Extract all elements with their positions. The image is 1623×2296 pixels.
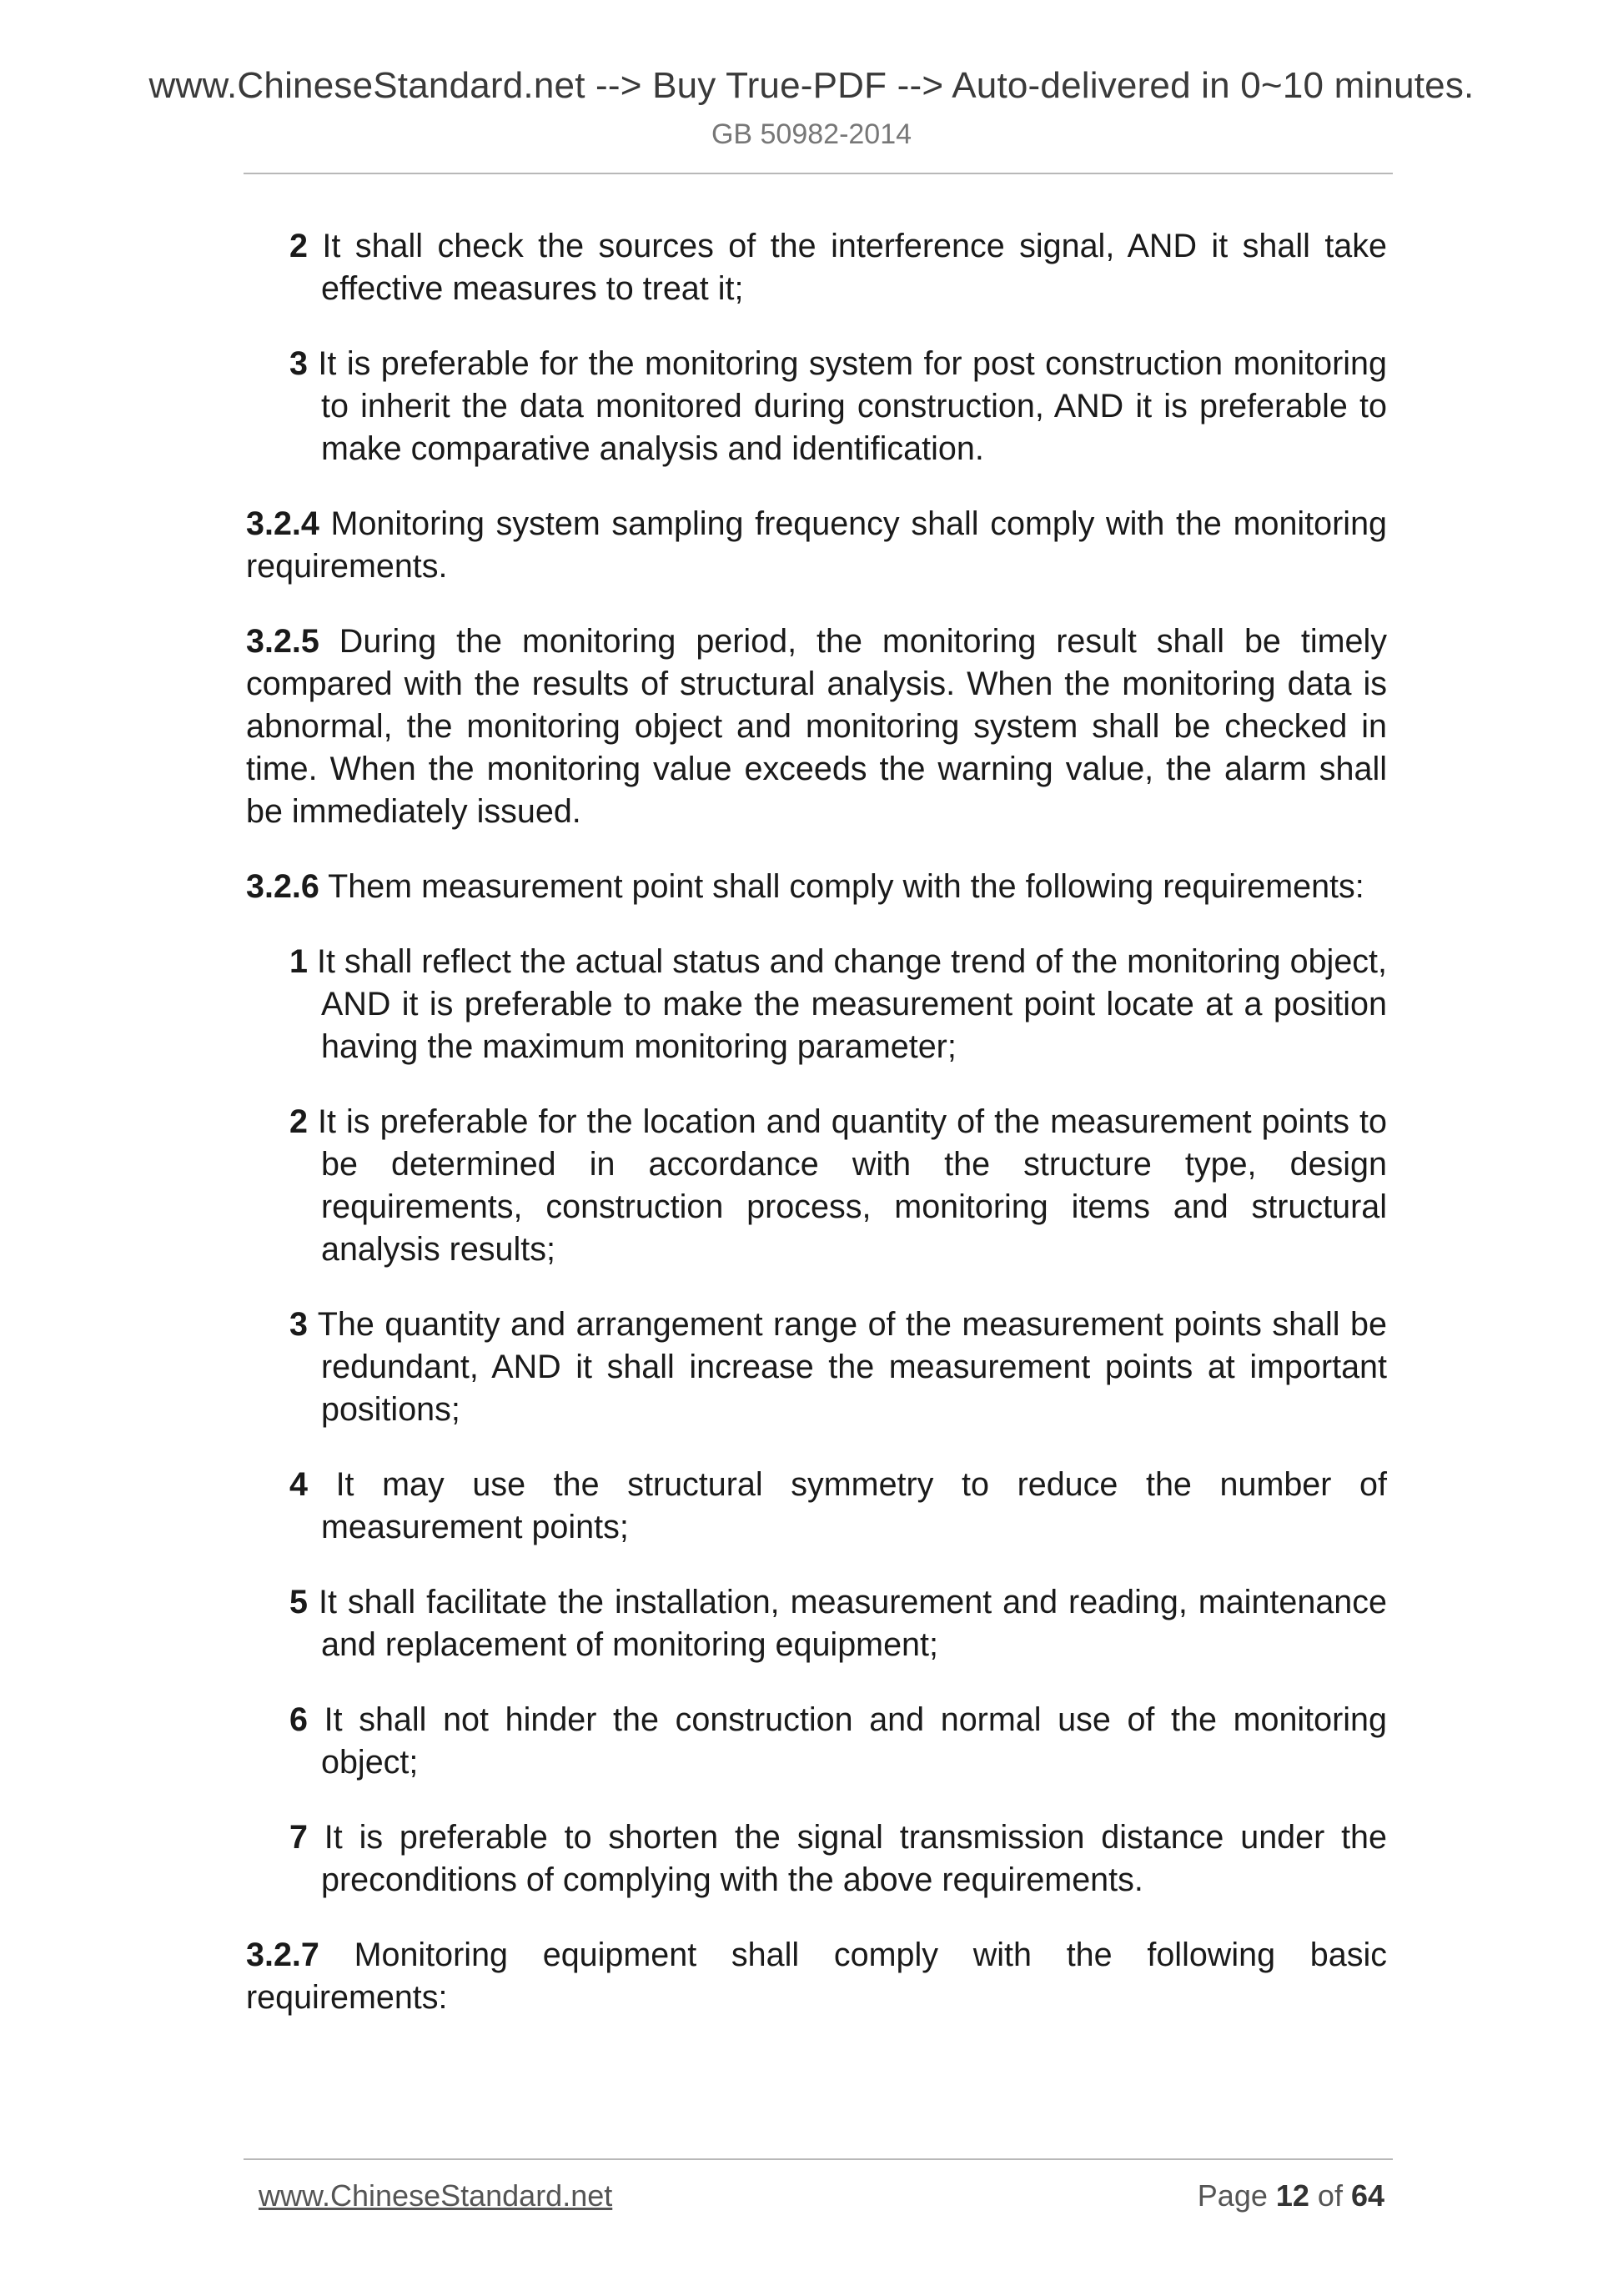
page-indicator <box>1198 2178 1384 2213</box>
footer-divider <box>244 2158 1393 2160</box>
page-body <box>246 225 1387 2052</box>
item-number: 3 <box>289 345 308 382</box>
clause-text: Them measurement point shall comply with the following requirements: <box>319 868 1364 905</box>
header-divider <box>244 173 1393 174</box>
item-number: 5 <box>289 1584 308 1620</box>
list-item <box>289 1581 1387 1666</box>
item-text: It may use the structural symmetry to reduce the number of measurement points; <box>307 1466 1387 1545</box>
item-number: 6 <box>289 1701 308 1738</box>
clause-3-2-7 <box>246 1934 1387 2019</box>
clause-text: During the monitoring period, the monitoring result shall be timely compared with the results of structural analysis. When the monitoring data is abnormal, the monitoring object and monitoring system shall be checked in time. When the monitoring value exceeds the warning value, the alarm shall be immediately issued. <box>246 623 1387 830</box>
page-number: 12 <box>1275 2178 1309 2213</box>
item-number: 3 <box>289 1306 308 1343</box>
list-item <box>289 1464 1387 1549</box>
clause-number: 3.2.7 <box>246 1937 319 1973</box>
clause-number: 3.2.4 <box>246 505 319 542</box>
list-item <box>289 225 1387 310</box>
list-item <box>289 1304 1387 1431</box>
item-text: It shall facilitate the installation, measurement and reading, maintenance and replacement of monitoring equipment; <box>307 1584 1387 1663</box>
clause-3-2-5 <box>246 620 1387 833</box>
item-number: 1 <box>289 943 308 980</box>
clause-text: Monitoring system sampling frequency shall comply with the monitoring requirements. <box>246 505 1387 585</box>
item-number: 2 <box>289 1103 308 1140</box>
list-item <box>289 1816 1387 1902</box>
clause-text: Monitoring equipment shall comply with the following basic requirements: <box>246 1937 1387 2016</box>
page-word: Page <box>1197 2178 1276 2213</box>
item-text: It shall reflect the actual status and change trend of the monitoring object, AND it is preferable to make the measurement point locate at a position having the maximum monitoring parameter; <box>307 943 1387 1065</box>
list-item <box>289 1101 1387 1271</box>
page-total: 64 <box>1350 2178 1384 2213</box>
clause-3-2-6 <box>246 866 1387 908</box>
header-banner: www.ChineseStandard.net --> Buy True-PDF --> Auto-delivered in 0~10 minutes. <box>148 65 1475 106</box>
item-text: It shall not hinder the construction and normal use of the monitoring object; <box>307 1701 1387 1781</box>
item-text: It is preferable for the location and quantity of the measurement points to be determined in accordance with the structure type, design requirements, construction process, monitoring items and structural analysis results; <box>307 1103 1387 1268</box>
item-text: The quantity and arrangement range of the measurement points shall be redundant, AND it shall increase the measurement points at important positions; <box>307 1306 1387 1428</box>
item-number: 4 <box>289 1466 308 1503</box>
clause-3-2-4 <box>246 503 1387 588</box>
item-text: It is preferable for the monitoring system for post construction monitoring to inherit the data monitored during construction, AND it is preferable to make comparative analysis and identification. <box>307 345 1387 467</box>
of-word: of <box>1309 2178 1351 2213</box>
item-number: 7 <box>289 1819 308 1856</box>
list-item <box>289 343 1387 470</box>
list-item <box>289 1699 1387 1784</box>
list-item <box>289 941 1387 1068</box>
clause-number: 3.2.6 <box>246 868 319 905</box>
item-text: It is preferable to shorten the signal transmission distance under the preconditions of complying with the above requirements. <box>307 1819 1387 1898</box>
clause-number: 3.2.5 <box>246 623 319 660</box>
item-number: 2 <box>289 228 308 264</box>
item-text: It shall check the sources of the interference signal, AND it shall take effective measures to treat it; <box>307 228 1387 307</box>
footer-site-link[interactable]: www.ChineseStandard.net <box>259 2178 613 2213</box>
document-id: GB 50982-2014 <box>711 118 912 150</box>
